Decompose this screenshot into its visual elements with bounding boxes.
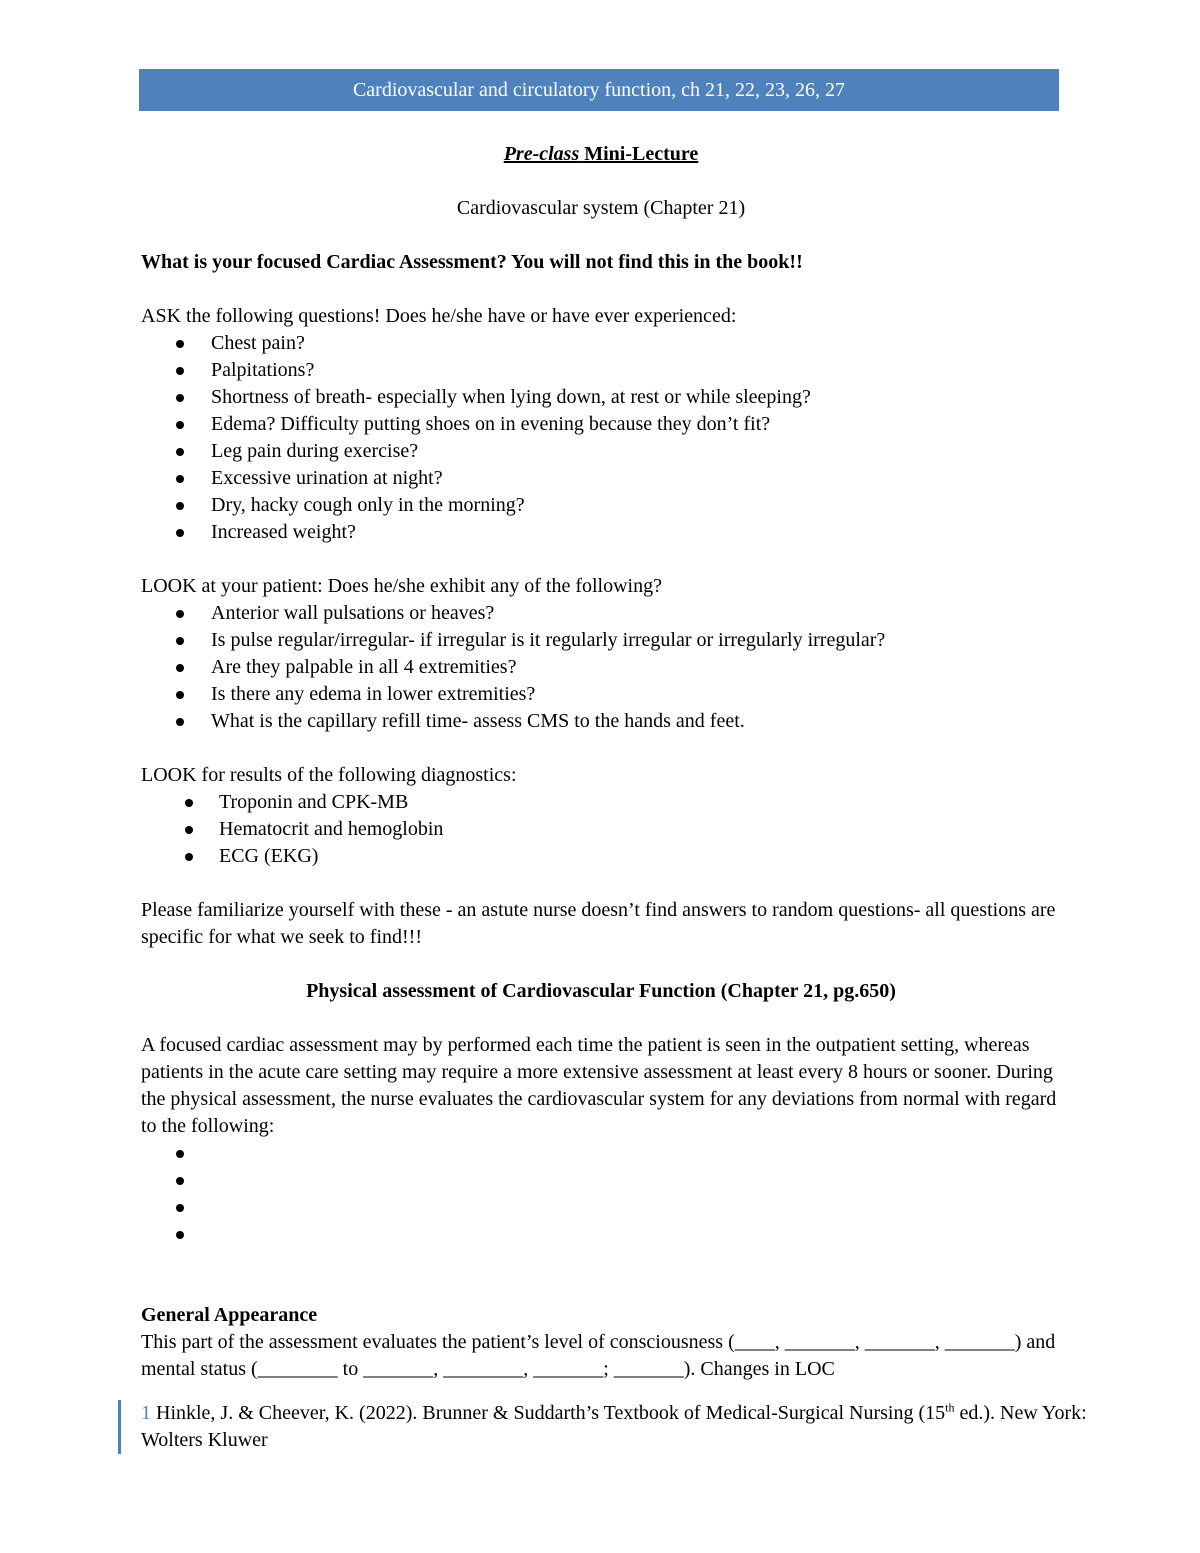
bullet-icon <box>176 718 184 726</box>
bullet-icon <box>185 853 193 861</box>
bullet-icon <box>176 637 184 645</box>
bullet-icon <box>176 340 184 348</box>
footnote-text-b: ed.). New York: Wolters Kluwer <box>141 1402 1087 1451</box>
bullet-icon <box>176 475 184 483</box>
bullet-icon <box>176 691 184 699</box>
bullet-icon <box>176 1150 184 1158</box>
general-heading: General Appearance <box>141 1304 318 1326</box>
footnote-sup: th <box>945 1400 955 1415</box>
bullet-icon <box>176 1204 184 1212</box>
list-item: Is there any edema in lower extremities? <box>141 681 1061 708</box>
list-item <box>141 1221 1061 1248</box>
bullet-icon <box>176 367 184 375</box>
list-item: Chest pain? <box>141 330 1061 357</box>
list-item: Leg pain during exercise? <box>141 438 1061 465</box>
list-item: Shortness of breath- especially when lying down, at rest or while sleeping? <box>141 384 1061 411</box>
list-item: ECG (EKG) <box>141 843 1061 870</box>
bullet-icon <box>176 448 184 456</box>
look-diag-intro: LOOK for results of the following diagnostics: <box>141 764 517 786</box>
list-item: Palpitations? <box>141 357 1061 384</box>
look-diag-list <box>141 789 1061 870</box>
bullet-icon <box>185 799 193 807</box>
bullet-icon <box>176 664 184 672</box>
header-bar <box>139 69 1059 111</box>
bullet-icon <box>176 1231 184 1239</box>
list-item <box>141 1194 1061 1221</box>
familiarize-text: Please familiarize yourself with these - an astute nurse doesn’t find answers to random questions- all questions are specific for what we seek to find!!! <box>141 899 1056 948</box>
bullet-icon <box>185 826 193 834</box>
bullet-icon <box>176 610 184 618</box>
physical-body: A focused cardiac assessment may by performed each time the patient is seen in the outpatient setting, whereas patients in the acute care setting may require a more extensive assessment at least every 8 hours or sooner. During the physical assessment, the nurse evaluates the cardiovascular system for any deviations from normal with regard to the following: <box>141 1034 1057 1137</box>
list-item: Excessive urination at night? <box>141 465 1061 492</box>
lecture-title <box>141 141 1061 168</box>
list-item: Dry, hacky cough only in the morning? <box>141 492 1061 519</box>
blank-bullet-list <box>141 1140 1061 1248</box>
list-item: Hematocrit and hemoglobin <box>141 816 1061 843</box>
list-item: Are they palpable in all 4 extremities? <box>141 654 1061 681</box>
document-body <box>141 141 1061 1383</box>
list-item: Increased weight? <box>141 519 1061 546</box>
list-item: Is pulse regular/irregular- if irregular is it regularly irregular or irregularly irregular? <box>141 627 1061 654</box>
lecture-title-rest: Mini-Lecture <box>579 143 699 165</box>
lecture-title-italic: Pre-class <box>503 143 580 165</box>
list-item <box>141 1140 1061 1167</box>
bullet-icon <box>176 1177 184 1185</box>
ask-intro: ASK the following questions! Does he/she have or have ever experienced: <box>141 305 737 327</box>
header-title: Cardiovascular and circulatory function, ch 21, 22, 23, 26, 27 <box>352 79 846 101</box>
focus-heading: What is your focused Cardiac Assessment? You will not find this in the book!! <box>141 251 803 273</box>
bullet-icon <box>176 394 184 402</box>
bullet-icon <box>176 529 184 537</box>
list-item: Troponin and CPK-MB <box>141 789 1061 816</box>
footnote-number: 1 <box>141 1402 151 1424</box>
bullet-icon <box>176 421 184 429</box>
look-patient-list <box>141 600 1061 735</box>
lecture-subtitle: Cardiovascular system (Chapter 21) <box>456 197 746 219</box>
ask-list <box>141 330 1061 546</box>
footnote <box>118 1400 1091 1454</box>
list-item: Anterior wall pulsations or heaves? <box>141 600 1061 627</box>
list-item: What is the capillary refill time- assess CMS to the hands and feet. <box>141 708 1061 735</box>
list-item <box>141 1167 1061 1194</box>
general-body: This part of the assessment evaluates the patient’s level of consciousness (____, _______, _______, _______) and mental status (________ to _______, ________, _______; _______). Changes in LOC <box>141 1331 1056 1380</box>
look-patient-intro: LOOK at your patient: Does he/she exhibit any of the following? <box>141 575 662 597</box>
footnote-text-a: Hinkle, J. & Cheever, K. (2022). Brunner & Suddarth’s Textbook of Medical-Surgical Nursing (15 <box>151 1402 946 1424</box>
list-item: Edema? Difficulty putting shoes on in evening because they don’t fit? <box>141 411 1061 438</box>
bullet-icon <box>176 502 184 510</box>
physical-heading: Physical assessment of Cardiovascular Function (Chapter 21, pg.650) <box>306 980 896 1002</box>
